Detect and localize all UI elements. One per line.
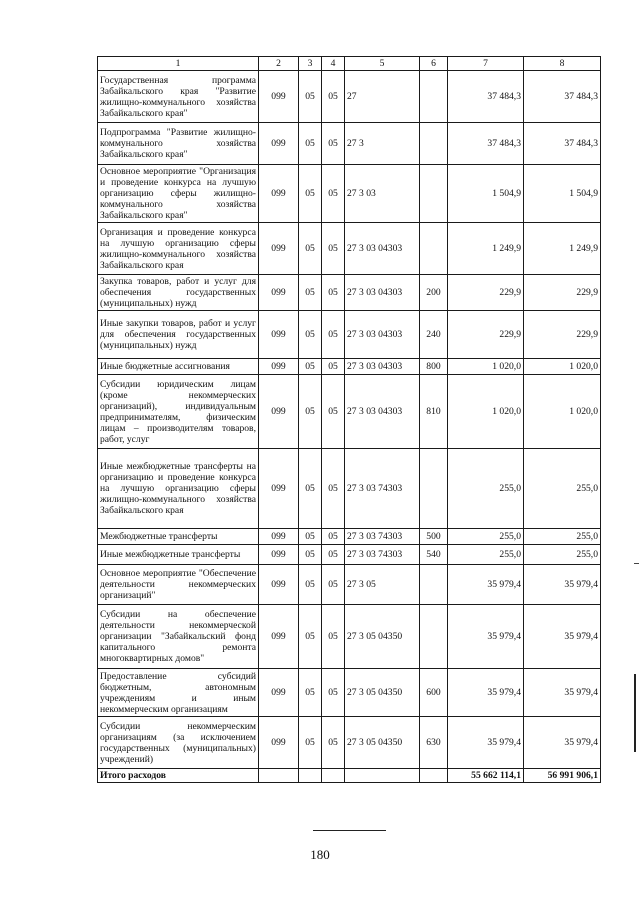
budget-table <box>97 56 601 783</box>
header-cell: 7 <box>448 57 524 71</box>
row-name-cell: Иные закупки товаров, работ и услуг для обеспечения государственных (муниципальных) нужд <box>98 311 259 359</box>
total-label: Итого расходов <box>98 769 259 783</box>
row-name-cell: Подпрограмма "Развитие жилищно-коммунального хозяйства Забайкальского края" <box>98 123 259 165</box>
admin-code-cell: 099 <box>259 375 299 449</box>
expense-type-cell: 540 <box>420 545 448 565</box>
amount-cell: 1 020,0 <box>448 359 524 375</box>
expense-type-cell: 800 <box>420 359 448 375</box>
scan-edge-mark <box>634 674 636 752</box>
admin-code-cell: 099 <box>259 165 299 223</box>
total-amount-2019: 55 662 114,1 <box>448 769 524 783</box>
amount-cell: 255,0 <box>448 545 524 565</box>
expense-type-cell: 630 <box>420 717 448 769</box>
header-cell: 1 <box>98 57 259 71</box>
section-cell: 05 <box>299 605 322 669</box>
target-article-cell: 27 3 03 74303 <box>345 449 420 529</box>
expense-type-cell <box>420 223 448 275</box>
amount-cell: 1 249,9 <box>524 223 601 275</box>
admin-code-cell: 099 <box>259 545 299 565</box>
row-name-cell: Субсидии некоммерческим организациям (за исключением государственных (муниципальных) учреждений) <box>98 717 259 769</box>
target-article-cell: 27 3 03 <box>345 165 420 223</box>
section-cell: 05 <box>299 359 322 375</box>
subsection-cell: 05 <box>322 717 345 769</box>
amount-cell: 255,0 <box>524 449 601 529</box>
amount-cell: 255,0 <box>448 449 524 529</box>
header-row <box>98 57 601 71</box>
table-row <box>98 605 601 669</box>
amount-cell: 1 504,9 <box>448 165 524 223</box>
expense-type-cell: 200 <box>420 275 448 311</box>
subsection-cell: 05 <box>322 605 345 669</box>
amount-cell: 229,9 <box>524 311 601 359</box>
target-article-cell: 27 3 03 04303 <box>345 375 420 449</box>
amount-cell: 35 979,4 <box>448 605 524 669</box>
amount-cell: 1 020,0 <box>524 359 601 375</box>
amount-cell: 229,9 <box>448 275 524 311</box>
amount-cell: 37 484,3 <box>524 123 601 165</box>
table-row <box>98 449 601 529</box>
section-cell: 05 <box>299 375 322 449</box>
page-number: 180 <box>310 847 330 862</box>
admin-code-cell: 099 <box>259 605 299 669</box>
subsection-cell: 05 <box>322 123 345 165</box>
table-row <box>98 275 601 311</box>
subsection-cell: 05 <box>322 529 345 545</box>
target-article-cell: 27 3 05 <box>345 565 420 605</box>
amount-cell: 35 979,4 <box>524 717 601 769</box>
header-cell: 3 <box>299 57 322 71</box>
section-cell: 05 <box>299 223 322 275</box>
total-row <box>98 769 601 783</box>
target-article-cell: 27 <box>345 71 420 123</box>
amount-cell: 35 979,4 <box>448 717 524 769</box>
amount-cell: 35 979,4 <box>448 669 524 717</box>
table-row <box>98 165 601 223</box>
subsection-cell: 05 <box>322 449 345 529</box>
table-row <box>98 375 601 449</box>
row-name-cell: Иные межбюджетные трансферты <box>98 545 259 565</box>
header-cell: 8 <box>524 57 601 71</box>
expense-type-cell <box>420 449 448 529</box>
expense-type-cell <box>420 165 448 223</box>
header-cell: 6 <box>420 57 448 71</box>
amount-cell: 35 979,4 <box>524 565 601 605</box>
footer-rule <box>313 830 386 831</box>
table-row <box>98 565 601 605</box>
empty-cell <box>322 769 345 783</box>
section-cell: 05 <box>299 275 322 311</box>
amount-cell: 229,9 <box>448 311 524 359</box>
table-row <box>98 223 601 275</box>
subsection-cell: 05 <box>322 223 345 275</box>
expense-type-cell: 810 <box>420 375 448 449</box>
row-name-cell: Закупка товаров, работ и услуг для обеспечения государственных (муниципальных) нужд <box>98 275 259 311</box>
admin-code-cell: 099 <box>259 311 299 359</box>
header-cell: 5 <box>345 57 420 71</box>
table-row <box>98 311 601 359</box>
amount-cell: 255,0 <box>524 529 601 545</box>
header-cell: 4 <box>322 57 345 71</box>
target-article-cell: 27 3 03 74303 <box>345 529 420 545</box>
target-article-cell: 27 3 05 04350 <box>345 669 420 717</box>
target-article-cell: 27 3 03 04303 <box>345 275 420 311</box>
admin-code-cell: 099 <box>259 123 299 165</box>
row-name-cell: Организация и проведение конкурса на лучшую организацию сферы жилищно-коммунального хозяйства Забайкальского края <box>98 223 259 275</box>
section-cell: 05 <box>299 165 322 223</box>
subsection-cell: 05 <box>322 359 345 375</box>
subsection-cell: 05 <box>322 71 345 123</box>
section-cell: 05 <box>299 449 322 529</box>
section-cell: 05 <box>299 565 322 605</box>
table-row <box>98 545 601 565</box>
empty-cell <box>259 769 299 783</box>
target-article-cell: 27 3 05 04350 <box>345 717 420 769</box>
table-row <box>98 71 601 123</box>
subsection-cell: 05 <box>322 311 345 359</box>
table-row <box>98 717 601 769</box>
amount-cell: 255,0 <box>448 529 524 545</box>
amount-cell: 35 979,4 <box>448 565 524 605</box>
row-name-cell: Государственная программа Забайкальского края "Развитие жилищно-коммунального хозяйства Забайкальского края" <box>98 71 259 123</box>
expense-type-cell <box>420 605 448 669</box>
subsection-cell: 05 <box>322 275 345 311</box>
section-cell: 05 <box>299 71 322 123</box>
row-name-cell: Субсидии на обеспечение деятельности некоммерческой организации "Забайкальский фонд капитального ремонта многоквартирных домов" <box>98 605 259 669</box>
table-row <box>98 669 601 717</box>
section-cell: 05 <box>299 123 322 165</box>
section-cell: 05 <box>299 529 322 545</box>
row-name-cell: Иные бюджетные ассигнования <box>98 359 259 375</box>
empty-cell <box>420 769 448 783</box>
row-name-cell: Основное мероприятие "Организация и проведение конкурса на лучшую организацию сферы жилищно-коммунального хозяйства Забайкальского края" <box>98 165 259 223</box>
expense-type-cell <box>420 71 448 123</box>
amount-cell: 35 979,4 <box>524 605 601 669</box>
subsection-cell: 05 <box>322 669 345 717</box>
row-name-cell: Основное мероприятие "Обеспечение деятельности некоммерческих организаций" <box>98 565 259 605</box>
amount-cell: 1 020,0 <box>448 375 524 449</box>
header-cell: 2 <box>259 57 299 71</box>
amount-cell: 1 020,0 <box>524 375 601 449</box>
empty-cell <box>299 769 322 783</box>
amount-cell: 37 484,3 <box>448 123 524 165</box>
expense-type-cell: 240 <box>420 311 448 359</box>
table-body <box>98 57 601 783</box>
row-name-cell: Предоставление субсидий бюджетным, автономным учреждениям и иным некоммерческим организациям <box>98 669 259 717</box>
admin-code-cell: 099 <box>259 669 299 717</box>
table-row <box>98 529 601 545</box>
amount-cell: 1 249,9 <box>448 223 524 275</box>
amount-cell: 37 484,3 <box>448 71 524 123</box>
amount-cell: 1 504,9 <box>524 165 601 223</box>
subsection-cell: 05 <box>322 545 345 565</box>
subsection-cell: 05 <box>322 165 345 223</box>
admin-code-cell: 099 <box>259 359 299 375</box>
row-name-cell: Иные межбюджетные трансферты на организацию и проведение конкурса на лучшую организацию сферы жилищно-коммунального хозяйства Забайкальского края <box>98 449 259 529</box>
admin-code-cell: 099 <box>259 275 299 311</box>
admin-code-cell: 099 <box>259 529 299 545</box>
scan-edge-mark <box>634 563 639 564</box>
target-article-cell: 27 3 03 04303 <box>345 223 420 275</box>
expense-type-cell: 600 <box>420 669 448 717</box>
amount-cell: 35 979,4 <box>524 669 601 717</box>
row-name-cell: Межбюджетные трансферты <box>98 529 259 545</box>
target-article-cell: 27 3 05 04350 <box>345 605 420 669</box>
admin-code-cell: 099 <box>259 565 299 605</box>
total-amount-2020: 56 991 906,1 <box>524 769 601 783</box>
table-row <box>98 123 601 165</box>
section-cell: 05 <box>299 717 322 769</box>
amount-cell: 37 484,3 <box>524 71 601 123</box>
amount-cell: 255,0 <box>524 545 601 565</box>
expense-type-cell: 500 <box>420 529 448 545</box>
admin-code-cell: 099 <box>259 717 299 769</box>
admin-code-cell: 099 <box>259 223 299 275</box>
target-article-cell: 27 3 03 04303 <box>345 311 420 359</box>
section-cell: 05 <box>299 669 322 717</box>
row-name-cell: Субсидии юридическим лицам (кроме некоммерческих организаций), индивидуальным предпринимателям, физическим лицам – производителям товаров, работ, услуг <box>98 375 259 449</box>
table-row <box>98 359 601 375</box>
admin-code-cell: 099 <box>259 449 299 529</box>
admin-code-cell: 099 <box>259 71 299 123</box>
expense-type-cell <box>420 123 448 165</box>
target-article-cell: 27 3 <box>345 123 420 165</box>
section-cell: 05 <box>299 545 322 565</box>
subsection-cell: 05 <box>322 565 345 605</box>
amount-cell: 229,9 <box>524 275 601 311</box>
subsection-cell: 05 <box>322 375 345 449</box>
section-cell: 05 <box>299 311 322 359</box>
empty-cell <box>345 769 420 783</box>
target-article-cell: 27 3 03 74303 <box>345 545 420 565</box>
target-article-cell: 27 3 03 04303 <box>345 359 420 375</box>
expense-type-cell <box>420 565 448 605</box>
